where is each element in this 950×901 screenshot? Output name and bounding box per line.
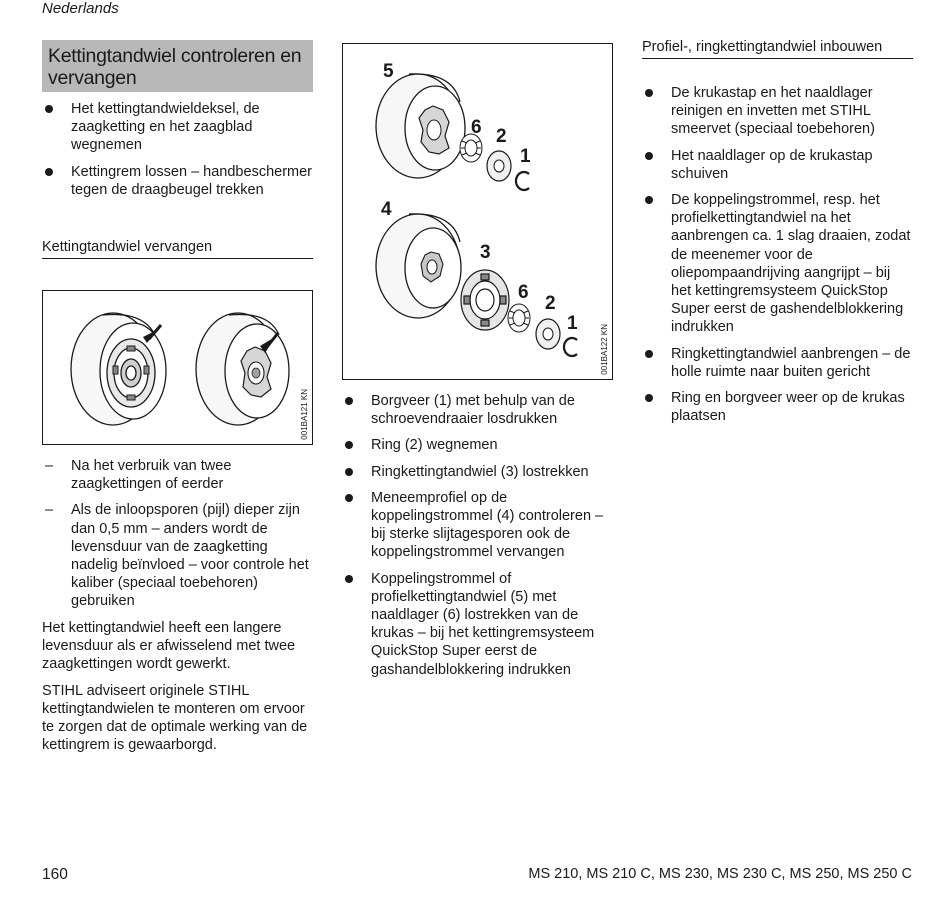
callout-5: 5: [383, 61, 394, 82]
list-item: Ring (2) wegnemen: [342, 436, 614, 454]
bullet-icon: [642, 191, 656, 209]
list-item: Ring en borgveer weer op de krukas plaatsen: [642, 389, 914, 425]
right-bullet-list: [642, 84, 914, 433]
middle-bullet-list: [342, 392, 614, 687]
bullet-icon: [42, 163, 56, 181]
list-item: Het naaldlager op de krukastap schuiven: [642, 147, 914, 183]
dash-marker: –: [44, 458, 54, 474]
model-list: MS 210, MS 210 C, MS 230, MS 230 C, MS 250, MS 250 C: [528, 866, 912, 882]
dash-marker: –: [44, 502, 54, 519]
list-item: Het kettingtandwieldeksel, de zaagketting en het zaagblad wegnemen: [42, 100, 314, 155]
bullet-icon: [342, 392, 356, 410]
figure-code: 001BA121 KN: [300, 389, 309, 440]
callout-2: 2: [496, 126, 507, 147]
subheading-install: Profiel-, ringkettingtandwiel inbouwen: [642, 38, 913, 59]
list-item: Meneemprofiel op de koppelingstrommel (4) controleren – bij sterke slijtagesporen ook de koppelingstrommel vervangen: [342, 489, 614, 562]
page-number: 160: [42, 866, 68, 883]
list-item: Kettingrem lossen – handbeschermer tegen de draagbeugel trekken: [42, 163, 314, 199]
left-paragraphs: [42, 619, 318, 762]
paragraph: Het kettingtandwiel heeft een langere levensduur als er afwisselend met twee zaagkettingen wordt gewerkt.: [42, 620, 296, 673]
bullet-icon: [642, 84, 656, 102]
bullet-icon: [342, 436, 356, 454]
figure-code: 001BA122 KN: [600, 324, 609, 375]
callout-6: 6: [471, 117, 482, 138]
left-dash-list: [42, 457, 318, 619]
bullet-icon: [342, 463, 356, 481]
list-item: – Na het verbruik van twee zaagkettingen of eerder: [42, 457, 318, 493]
list-item: Borgveer (1) met behulp van de schroevendraaier losdrukken: [342, 392, 614, 428]
clutch-illustration: [343, 44, 611, 378]
paragraph: STIHL adviseert originele STIHL kettingtandwielen te monteren om ervoor te zorgen dat de optimale werking van de kettingrem is gewaarborgd.: [42, 682, 308, 754]
section-title: Kettingtandwiel controleren en vervangen: [42, 40, 313, 92]
subheading-replace: Kettingtandwiel vervangen: [42, 238, 313, 259]
list-item: – Als de inloopsporen (pijl) dieper zijn dan 0,5 mm – anders wordt de levensduur van de zaagketting nadelig beïnvloed – voor controle het kaliber (speciaal toebehoren) gebruiken: [42, 501, 318, 610]
bullet-icon: [342, 570, 356, 588]
list-item: De koppelingstrommel, resp. het profielkettingtandwiel na het aanbrengen ca. 1 slag draaien, zodat de meenemer voor de oliepompaandrijving aangrijpt – bij het kettingremsysteem QuickStop Super eerst de gashendelblokkering indrukken: [642, 191, 914, 337]
list-item: Koppelingstrommel of profielkettingtandwiel (5) met naaldlager (6) lostrekken van de krukas – bij het kettingremsysteem QuickStop Super eerst de gashandelblokkering indrukken: [342, 570, 614, 679]
bullet-icon: [342, 489, 356, 507]
figure-clutch-drum: [342, 43, 613, 380]
bullet-icon: [642, 389, 656, 407]
callout-4: 4: [381, 199, 392, 220]
callout-3: 3: [480, 242, 491, 263]
callout-6: 6: [518, 282, 529, 303]
list-item: Ringkettingtandwiel aanbrengen – de holle ruimte naar buiten gericht: [642, 345, 914, 381]
bullet-icon: [42, 100, 56, 118]
callout-2: 2: [545, 293, 556, 314]
callout-1: 1: [567, 313, 578, 334]
bullet-icon: [642, 147, 656, 165]
figure-sprockets: [42, 290, 313, 445]
sprocket-illustration: [43, 291, 311, 443]
bullet-icon: [642, 345, 656, 363]
language-label: Nederlands: [42, 0, 119, 17]
callout-1: 1: [520, 146, 531, 167]
list-item: Ringkettingtandwiel (3) lostrekken: [342, 463, 614, 481]
list-item: De krukastap en het naaldlager reinigen en invetten met STIHL smeervet (speciaal toebehoren): [642, 84, 914, 139]
left-bullet-list: [42, 100, 314, 207]
